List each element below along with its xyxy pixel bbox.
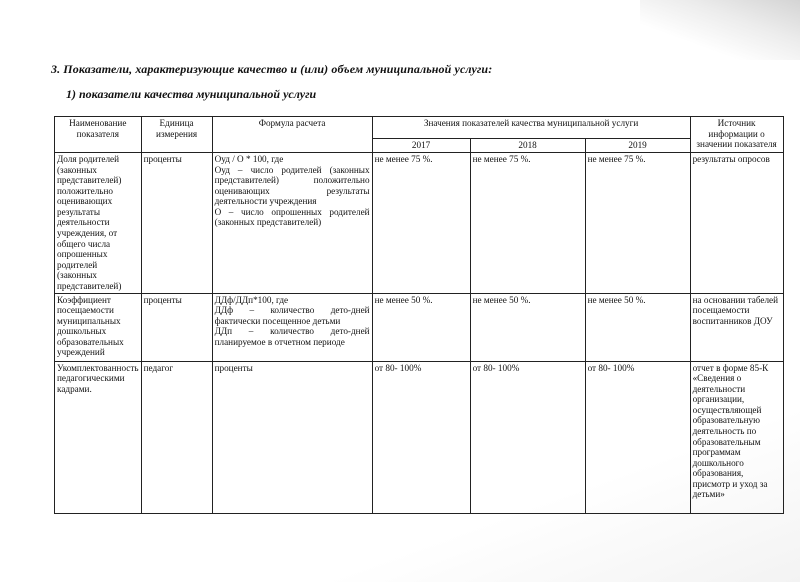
row-name: Доля родителей (законных представителей) положительно оценивающих результаты деятельности учреждения, от общего числа опрошенных родителей (законных представителей) (55, 153, 142, 294)
row-value-2019: от 80- 100% (585, 361, 690, 513)
row-source: отчет в форме 85-К «Сведения о деятельности организации, осуществляющей образовательную деятельность по образовательным программам дошкольного образования, присмотр и уход за детьми» (690, 361, 783, 513)
row-value-2017: от 80- 100% (372, 361, 470, 513)
formula-line: ДДп – количество дето-дней планируемое в отчетном периоде (214, 326, 370, 347)
row-source: результаты опросов (690, 153, 783, 294)
row-unit: педагог (141, 361, 212, 513)
row-value-2018: не менее 50 %. (470, 293, 585, 361)
section-title: 3. Показатели, характеризующие качество и (или) объем муниципальной услуги: (51, 62, 493, 76)
row-value-2018: от 80- 100% (470, 361, 585, 513)
formula-line: Оуд / О * 100, где (214, 154, 284, 164)
row-value-2019: не менее 75 %. (585, 153, 690, 294)
row-value-2019: не менее 50 %. (585, 293, 690, 361)
header-formula: Формула расчета (212, 117, 372, 153)
row-value-2018: не менее 75 %. (470, 153, 585, 294)
formula-line: ДДф – количество дето-дней фактически посещенное детьми (214, 305, 370, 326)
table-row (55, 293, 784, 361)
row-name: Коэффициент посещаемости муниципальных дошкольных образовательных учреждений (55, 293, 142, 361)
formula-line: О – число опрошенных родителей (законных представителей) (214, 206, 370, 228)
header-row (55, 117, 784, 139)
header-year-2017: 2017 (372, 139, 470, 153)
row-source: на основании табелей посещаемости воспитанников ДОУ (690, 293, 783, 361)
header-name: Наименование показателя (55, 117, 142, 153)
row-formula (212, 293, 372, 361)
formula-line: ДДф/ДДп*100, где (214, 294, 289, 305)
header-year-2019: 2019 (585, 139, 690, 153)
header-source: Источник информации о значении показателя (690, 117, 783, 153)
quality-indicators-table (54, 116, 784, 514)
row-name: Укомплектованность педагогическими кадрами. (55, 361, 142, 513)
header-year-2018: 2018 (470, 139, 585, 153)
header-unit: Единица измерения (141, 117, 212, 153)
row-unit: проценты (141, 153, 212, 294)
table-row (55, 153, 784, 294)
page-fold-shadow (640, 0, 800, 60)
formula-line: проценты (214, 362, 253, 373)
table-row (55, 361, 784, 513)
formula-line: Оуд – число родителей (законных представителей) положительно оценивающих результаты деятельности учреждения (214, 164, 370, 207)
row-value-2017: не менее 75 %. (372, 153, 470, 294)
row-formula (212, 153, 372, 294)
row-value-2017: не менее 50 %. (372, 293, 470, 361)
row-formula (212, 361, 372, 513)
row-unit: проценты (141, 293, 212, 361)
section-subtitle: 1) показатели качества муниципальной услуги (66, 87, 317, 101)
header-values: Значения показателей качества муниципальной услуги (372, 117, 690, 139)
